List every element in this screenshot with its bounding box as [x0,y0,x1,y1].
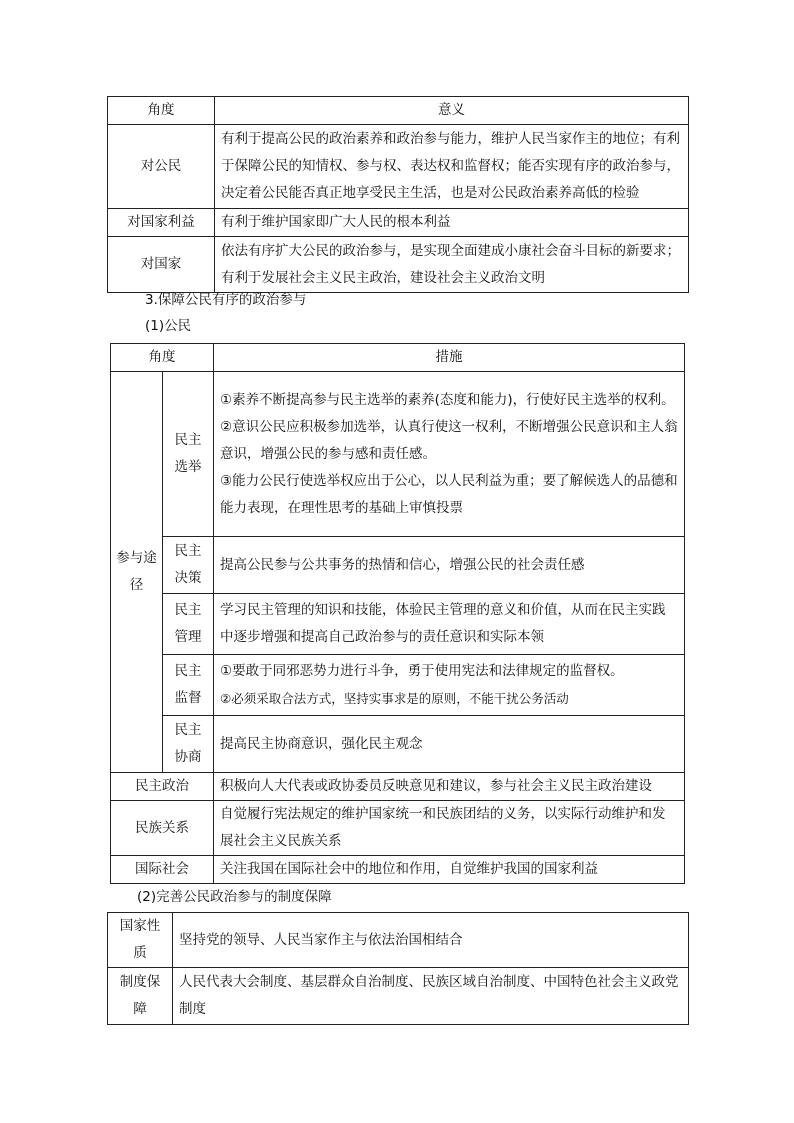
row-label: 制度保障 [108,968,173,1025]
subsection-1-title: (1)公民 [145,318,192,334]
row-text: 提高公民参与公共事务的热情和信心，增强公民的社会责任感 [214,537,685,594]
text-line: ②意识公民应积极参加选举，认真行使这一权利，不断增强公民意识和主人翁意识，增强公民的参与感和责任感。 [220,418,678,462]
row-text: 关注我国在国际社会中的地位和作用，自觉维护我国的国家利益 [214,856,685,884]
table-row [111,655,685,716]
table-row [111,773,685,801]
row-label: 对国家 [108,237,215,293]
row-label: 民主管理 [163,594,214,655]
text-line: ①素养不断提高参与民主选举的素养(态度和能力)，行使好民主选举的权利。 [220,391,675,408]
significance-table [107,96,689,293]
text-line: ①要敢于同邪恶势力进行斗争，勇于使用宪法和法律规定的监督权。 [220,663,624,679]
table-row [111,716,685,773]
subsection-2-title: (2)完善公民政治参与的制度保障 [137,889,332,905]
row-text: 提高民主协商意识，强化民主观念 [214,716,685,773]
row-text [214,655,685,716]
table-row [111,801,685,856]
row-label: 民主协商 [163,716,214,773]
table-row [111,372,685,537]
row-text: 学习民主管理的知识和技能，体验民主管理的意义和价值，从而在民主实践中逐步增强和提高自己政治参与的责任意识和实际本领 [214,594,685,655]
row-label: 国家性质 [108,913,173,968]
table-header-row [111,344,685,372]
participation-channels-label: 参与途径 [111,372,163,773]
row-label: 民族关系 [111,801,214,856]
row-label: 民主政治 [111,773,214,801]
row-text: 人民代表大会制度、基层群众自治制度、民族区域自治制度、中国特色社会主义政党制度 [173,968,689,1025]
section-3-title: 3.保障公民有序的政治参与 [145,292,307,308]
row-text: 有利于提高公民的政治素养和政治参与能力，维护人民当家作主的地位；有利于保障公民的知情权、参与权、表达权和监督权；能否实现有序的政治参与，决定着公民能否真正地享受民主生活，也是对公民政治素养高低的检验 [215,125,689,209]
header-angle: 角度 [108,97,215,125]
table-row [108,125,689,209]
table-row [108,237,689,293]
row-label: 国际社会 [111,856,214,884]
table-row [108,968,689,1025]
table-row [111,594,685,655]
table-row [111,537,685,594]
row-text: 坚持党的领导、人民当家作主与依法治国相结合 [173,913,689,968]
row-label: 民主监督 [163,655,214,716]
institution-table [107,912,689,1025]
row-text: 积极向人大代表或政协委员反映意见和建议，参与社会主义民主政治建设 [214,773,685,801]
row-text: 有利于维护国家即广大人民的根本利益 [215,209,689,237]
row-text [214,372,685,537]
text-line: ②必须采取合法方式，坚持实事求是的原则，不能干扰公务活动 [220,691,569,706]
row-text: 自觉履行宪法规定的维护国家统一和民族团结的义务，以实际行动维护和发展社会主义民族关系 [214,801,685,856]
table-header-row [108,97,689,125]
header-angle: 角度 [111,344,214,372]
measures-table [110,343,685,884]
header-measures: 措施 [214,344,685,372]
table-row [111,856,685,884]
row-label: 民主选举 [163,372,214,537]
header-meaning: 意义 [215,97,689,125]
text-line: ③能力公民行使选举权应出于公心，以人民利益为重；要了解候选人的品德和能力表现，在理性思考的基础上审慎投票 [220,472,678,516]
row-label: 对公民 [108,125,215,209]
row-label: 民主决策 [163,537,214,594]
table-row [108,913,689,968]
table-row [108,209,689,237]
row-text: 依法有序扩大公民的政治参与，是实现全面建成小康社会奋斗目标的新要求；有利于发展社会主义民主政治，建设社会主义政治文明 [215,237,689,293]
row-label: 对国家利益 [108,209,215,237]
